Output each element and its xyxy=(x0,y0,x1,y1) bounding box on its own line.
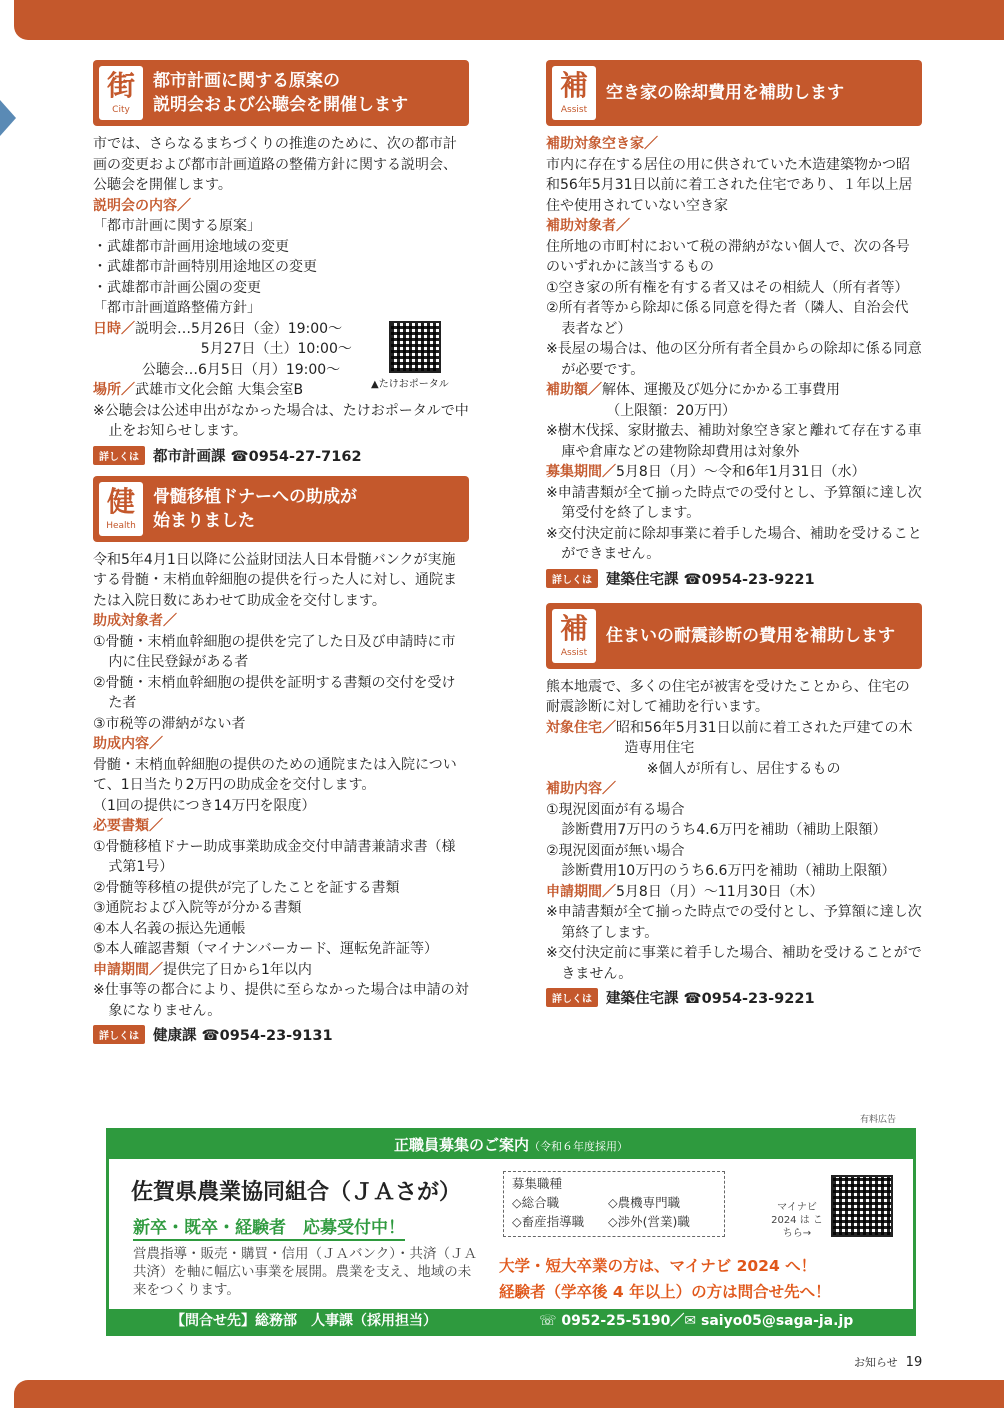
top-banner xyxy=(14,0,1004,40)
amount-label: 補助額／ xyxy=(546,382,602,398)
person-label: 補助対象者／ xyxy=(546,218,630,234)
city-category-icon xyxy=(99,66,143,120)
title-line: 始まりました xyxy=(153,510,255,531)
title-line: 説明会および公聴会を開催します xyxy=(153,95,408,115)
assist-note: ※申請書類が全て揃った時点での受付とし、予算額に達し次第終了します。 xyxy=(546,904,922,941)
date-label: 日時／ xyxy=(93,320,135,337)
section-title xyxy=(153,60,408,126)
place-label: 場所／ xyxy=(93,382,135,398)
health-content-label: 助成内容／ xyxy=(93,736,163,752)
city-note: ※公聴会は公述申出がなかった場合は、たけおポータルで中止をお知らせします。 xyxy=(93,402,469,439)
city-content-line: 「都市計画道路整備方針」 xyxy=(93,300,261,316)
content-line: 診断費用7万円のうち4.6万円を補助（補助上限額） xyxy=(561,822,887,838)
icon-label: City xyxy=(112,105,130,115)
orange-line: 経験者（学卒後 4 年以上）の方は問合せ先へ！ xyxy=(499,1283,831,1301)
icon-label: Assist xyxy=(560,647,588,658)
ja-saga-recruitment-ad xyxy=(106,1128,916,1336)
ad-header xyxy=(109,1131,913,1159)
job-item: ◇渉外(営業)職 xyxy=(608,1214,690,1229)
ad-header-text: 正職員募集のご案内 xyxy=(393,1136,529,1154)
icon-kanji: 健 xyxy=(106,484,135,518)
job-item: ◇畜産指導職 xyxy=(512,1214,585,1229)
city-content-label: 説明会の内容／ xyxy=(93,197,191,214)
health-doc-item: ②骨髄等移植の提供が完了したことを証する書類 xyxy=(93,879,400,896)
person-item: ①空き家の所有権を有する者又はその相続人（所有者等） xyxy=(546,279,909,296)
house-note: ※個人が所有し、居住するもの xyxy=(646,760,841,777)
period-label: 申請期間／ xyxy=(546,883,616,900)
page-footer xyxy=(854,1354,922,1370)
amount-text: 解体、運搬及び処分にかかる工事費用 xyxy=(602,382,840,398)
seismic-diagnosis-section xyxy=(546,603,922,1009)
section-title xyxy=(153,476,357,542)
person-item: ②所有者等から除却に係る同意を得た者（隣人、自治会代表者など） xyxy=(546,300,909,337)
ad-header-small: （令和６年度採用） xyxy=(529,1140,628,1153)
health-doc-item: ④本人名義の振込先通帳 xyxy=(93,920,246,937)
house-text: 市内に存在する居住の用に供されていた木造建築物かつ昭和56年5月31日以前に着工された住宅であり、１年以上居住や使用されていない空き家 xyxy=(546,156,913,214)
section-header xyxy=(546,60,922,126)
amount-limit: （上限額：20万円） xyxy=(606,402,737,419)
city-content-line: ・武雄都市計画公園の変更 xyxy=(93,279,261,296)
health-content-note: （1回の提供につき14万円を限度） xyxy=(93,797,316,814)
contact-text: 都市計画課 ☎0954-27-7162 xyxy=(153,448,362,465)
takeo-portal-qr-code[interactable] xyxy=(389,321,441,373)
icon-label: Health xyxy=(106,520,136,531)
health-intro: 令和5年4月1日以降に公益財団法人日本骨髄バンクが実施する骨髄・末梢血幹細胞の提供を行った人に対し、通院または入院日数にあわせて助成金を交付します。 xyxy=(93,551,457,609)
icon-kanji: 補 xyxy=(559,611,588,645)
contact-text: 建築住宅課 ☎0954-23-9221 xyxy=(606,991,815,1007)
health-doc-item: ①骨髄移植ドナー助成事業助成金交付申請書兼請求書（様式第1号） xyxy=(93,838,456,875)
title-line: 骨髄移植ドナーへの助成が xyxy=(153,486,357,507)
seismic-contact xyxy=(546,987,922,1008)
period-value: 5月8日（月）～11月30日（木） xyxy=(616,883,824,900)
city-section xyxy=(93,60,469,466)
right-column xyxy=(546,60,922,1008)
health-category-icon xyxy=(99,482,143,536)
section-header xyxy=(546,603,922,669)
mynavi-text: マイナビ 2024 は こちら→ xyxy=(771,1202,823,1239)
qr-caption: ▲たけおポータル xyxy=(371,378,449,390)
left-column xyxy=(93,60,469,1045)
details-tag: 詳しくは xyxy=(93,1025,145,1044)
content-line: ①現況図面が有る場合 xyxy=(546,801,685,818)
person-item: ※長屋の場合は、他の区分所有者全員からの除却に係る同意が必要です。 xyxy=(546,341,922,378)
assist-note: ※交付決定前に事業に着手した場合、補助を受けることができません。 xyxy=(546,945,922,982)
date-line: 5月27日（土）10:00～ xyxy=(200,341,352,357)
contact-text: 建築住宅課 ☎0954-23-9221 xyxy=(606,571,815,588)
period-value: 5月8日（月）～令和6年1月31日（水） xyxy=(616,464,866,480)
assist-category-icon xyxy=(552,609,596,663)
page-number: 19 xyxy=(905,1355,923,1370)
vacant-house-contact xyxy=(546,568,922,589)
footer-label: お知らせ xyxy=(854,1356,898,1369)
icon-kanji: 補 xyxy=(559,69,588,102)
content-label: 補助内容／ xyxy=(546,781,616,797)
city-content-line: 「都市計画に関する原案」 xyxy=(93,218,261,234)
health-contact xyxy=(93,1024,469,1045)
city-intro: 市では、さらなるまちづくりの推進のために、次の都市計画の変更および都市計画道路の整備方針に関する説明会、公聴会を開催します。 xyxy=(93,136,457,193)
date-line: 説明会…5月26日（金）19:00～ xyxy=(135,320,343,337)
amount-note: ※樹木伐採、家財撤去、補助対象空き家と離れて存在する車庫や倉庫などの建物除却費用は対象外 xyxy=(546,423,922,460)
assist-note: ※申請書類が全て揃った時点での受付とし、予算額に達し次第受付を終了します。 xyxy=(546,484,922,521)
icon-kanji: 街 xyxy=(106,69,135,102)
details-tag: 詳しくは xyxy=(546,569,598,588)
ad-org-name: 佐賀県農業協同組合（ＪＡさが） xyxy=(131,1180,462,1205)
section-header xyxy=(93,476,469,542)
house-label: 対象住宅／ xyxy=(546,719,616,736)
vacant-house-section xyxy=(546,60,922,589)
period-label: 募集期間／ xyxy=(546,464,616,480)
contact-phone-email[interactable]: ☏ 0952-25-5190／✉ saiyo05@saga-ja.jp xyxy=(539,1313,854,1329)
ad-contact-bar xyxy=(109,1309,913,1333)
content-line: 診断費用10万円のうち6.6万円を補助（補助上限額） xyxy=(561,863,896,879)
section-header xyxy=(93,60,469,126)
health-section xyxy=(93,476,469,1046)
house-label: 補助対象空き家／ xyxy=(546,136,658,152)
health-target-label: 助成対象者／ xyxy=(93,613,177,629)
assist-category-icon xyxy=(552,66,596,120)
house-text: 昭和56年5月31日以前に着工された戸建ての木造専用住宅 xyxy=(616,719,913,756)
place-value: 武雄市文化会館 大集会室B xyxy=(135,382,304,398)
health-target-item: ①骨髄・末梢血幹細胞の提供を完了した日及び申請時に市内に住民登録がある者 xyxy=(93,633,456,670)
ad-description: 営農指導・販売・購買・信用（ＪＡバンク）・共済（ＪＡ共済）を軸に幅広い事業を展開。農業を支え、地域の未来をつくります。 xyxy=(133,1246,477,1298)
person-text: 住所地の市町村において税の滞納がない個人で、次の各号のいずれかに該当するもの xyxy=(546,238,910,275)
ad-green-line: 新卒・既卒・経験者 応募受付中！ xyxy=(133,1213,405,1241)
ad-jobs-box xyxy=(503,1171,725,1237)
icon-label: Assist xyxy=(560,105,588,115)
assist-note: ※交付決定前に除却事業に着手した場合、補助を受けることができません。 xyxy=(546,525,922,562)
side-tab-marker xyxy=(0,100,16,136)
bottom-banner xyxy=(14,1380,1004,1408)
health-doc-item: ③通院および入院等が分かる書類 xyxy=(93,900,302,916)
contact-dept: 【問合せ先】総務部 人事課（採用担当） xyxy=(171,1313,437,1329)
orange-line: 大学・短大卒業の方は、マイナビ 2024 へ！ xyxy=(499,1257,817,1275)
period-label: 申請期間／ xyxy=(93,961,163,978)
jobs-title: 募集職種 xyxy=(512,1176,563,1191)
title-line: 都市計画に関する原案の xyxy=(153,71,340,91)
health-content: 骨髄・末梢血幹細胞の提供のための通院または入院について、1日当たり2万円の助成金を交付します。 xyxy=(93,756,457,793)
job-item: ◇農機専門職 xyxy=(608,1195,681,1210)
mynavi-qr-code[interactable] xyxy=(831,1175,893,1237)
content-line: ②現況図面が無い場合 xyxy=(546,842,685,859)
seismic-intro: 熊本地震で、多くの住宅が被害を受けたことから、住宅の耐震診断に対して補助を行います。 xyxy=(546,678,910,715)
city-content-line: ・武雄都市計画特別用途地区の変更 xyxy=(93,259,317,275)
section-title: 住まいの耐震診断の費用を補助します xyxy=(606,625,895,646)
city-content-line: ・武雄都市計画用途地域の変更 xyxy=(93,238,289,255)
period-value: 提供完了日から1年以内 xyxy=(163,961,312,978)
city-contact xyxy=(93,445,469,466)
paid-ad-note: 有料広告 xyxy=(860,1115,897,1125)
details-tag: 詳しくは xyxy=(93,446,145,465)
health-note: ※仕事等の都合により、提供に至らなかった場合は申請の対象になりません。 xyxy=(93,982,469,1019)
health-target-item: ③市税等の滞納がない者 xyxy=(93,715,246,732)
contact-text: 健康課 ☎0954-23-9131 xyxy=(153,1028,333,1044)
job-item: ◇総合職 xyxy=(512,1195,560,1210)
health-doc-item: ⑤本人確認書類（マイナンバーカード、運転免許証等） xyxy=(93,941,439,957)
ad-orange-text xyxy=(499,1253,831,1305)
health-docs-label: 必要書類／ xyxy=(93,818,163,834)
date-line: 公聴会…6月5日（月）19:00～ xyxy=(142,361,341,378)
section-title: 空き家の除却費用を補助します xyxy=(606,83,844,103)
details-tag: 詳しくは xyxy=(546,988,598,1007)
health-target-item: ②骨髄・末梢血幹細胞の提供を証明する書類の交付を受けた者 xyxy=(93,674,456,711)
